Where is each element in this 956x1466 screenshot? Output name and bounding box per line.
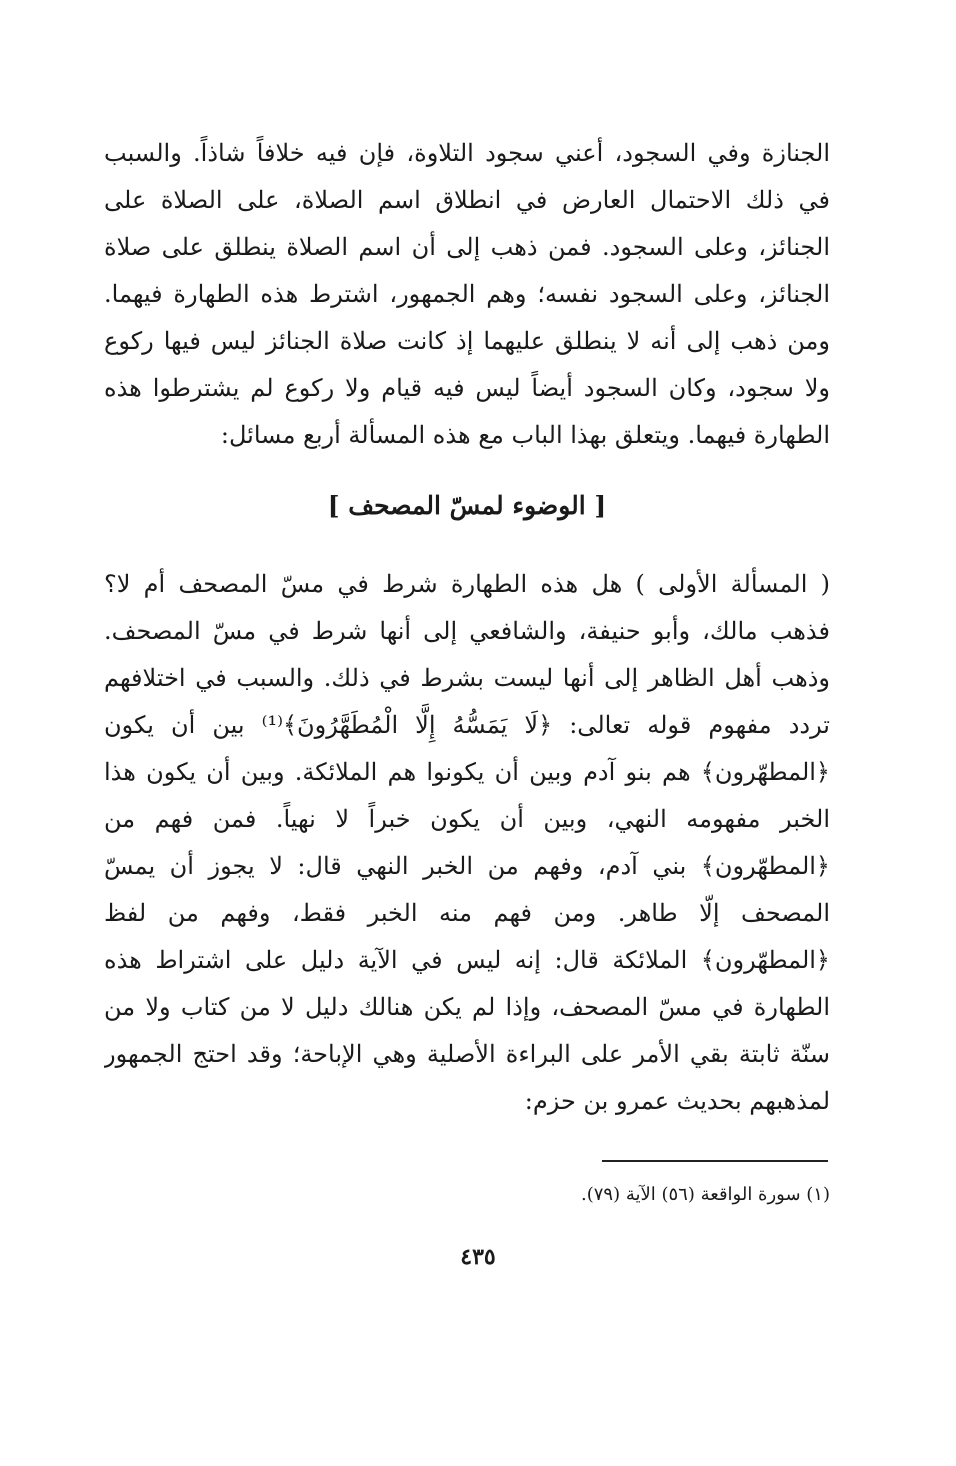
paragraph-line: لمذهبهم بحديث عمرو بن حزم: — [524, 1087, 830, 1115]
paragraph-line: ﴿المطهّرون﴾ بني آدم، وفهم من الخبر النهي قال: لا يجوز أن يمسّ — [104, 852, 830, 880]
page-number: ٤٣٥ — [460, 1244, 496, 1270]
paragraph-2 — [104, 561, 830, 1125]
paragraph-1 — [104, 130, 830, 459]
paragraph-line: الطهارة فيهما. ويتعلق بهذا الباب مع هذه المسألة أربع مسائل: — [220, 421, 830, 449]
paragraph-line: الجنائز، وعلى السجود نفسه؛ وهم الجمهور، اشترط هذه الطهارة فيهما. — [104, 280, 830, 308]
paragraph-line: المصحف إلّا طاهر. ومن فهم منه الخبر فقط، وفهم من لفظ — [104, 899, 830, 927]
paragraph-line: ومن ذهب إلى أنه لا ينطلق عليهما إذ كانت صلاة الجنائز ليس فيها ركوع — [104, 327, 830, 355]
paragraph-line: في ذلك الاحتمال العارض في انطلاق اسم الصلاة، على الصلاة على — [104, 186, 830, 214]
paragraph-line: ولا سجود، وكان السجود أيضاً ليس فيه قيام ولا ركوع لم يشترطوا هذه — [104, 374, 830, 402]
paragraph-line: وذهب أهل الظاهر إلى أنها ليست بشرط في ذلك. والسبب في اختلافهم — [104, 664, 830, 692]
footnote-divider — [602, 1160, 828, 1162]
section-heading: [ الوضوء لمسّ المصحف ] — [327, 491, 607, 520]
footnote: (١) سورة الواقعة (٥٦) الآية (٧٩). — [581, 1184, 830, 1205]
paragraph-line: الطهارة في مسّ المصحف، وإذا لم يكن هنالك دليل لا من كتاب ولا من — [104, 993, 830, 1021]
paragraph-line: الجنازة وفي السجود، أعني سجود التلاوة، فإن فيه خلافاً شاذاً. والسبب — [104, 139, 830, 167]
paragraph-line: فذهب مالك، وأبو حنيفة، والشافعي إلى أنها شرط في مسّ المصحف. — [104, 617, 830, 645]
paragraph-line: الجنائز، وعلى السجود. فمن ذهب إلى أن اسم الصلاة ينطلق على صلاة — [104, 233, 830, 261]
paragraph-line: تردد مفهوم قوله تعالى: ﴿لَا يَمَسُّهُ إِلَّا الْمُطَهَّرُونَ﴾⁽¹⁾ بين أن يكون — [104, 711, 830, 739]
paragraph-line: ( المسألة الأولى ) هل هذه الطهارة شرط في مسّ المصحف أم لا؟ — [104, 570, 830, 598]
paragraph-line: ﴿المطهّرون﴾ هم بنو آدم وبين أن يكونوا هم الملائكة. وبين أن يكون هذا — [104, 758, 830, 786]
paragraph-line: ﴿المطهّرون﴾ الملائكة قال: إنه ليس في الآية دليل على اشتراط هذه — [104, 946, 830, 974]
paragraph-line: الخبر مفهومه النهي، وبين أن يكون خبراً لا نهياً. فمن فهم من — [104, 805, 830, 833]
paragraph-line: سنّة ثابتة بقي الأمر على البراءة الأصلية وهي الإباحة؛ وقد احتج الجمهور — [104, 1040, 830, 1068]
